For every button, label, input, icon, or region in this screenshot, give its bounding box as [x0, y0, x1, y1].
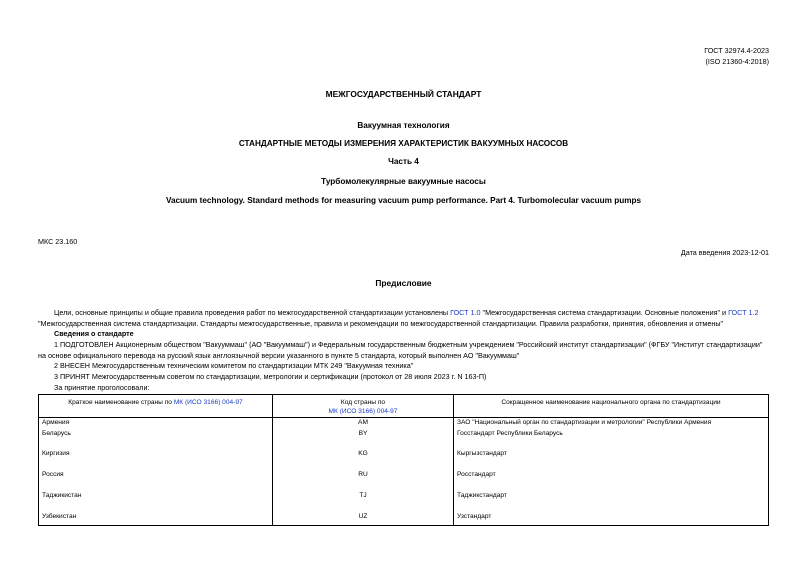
- row-code: BY: [273, 429, 454, 449]
- info-heading: Сведения о стандарте: [54, 329, 134, 338]
- table-row: [39, 491, 769, 512]
- header-code: Код страны по МК (ИСО 3166) 004-97: [273, 395, 454, 418]
- table-row: [39, 429, 769, 449]
- item-1-text: 1 ПОДГОТОВЛЕН Акционерным обществом "Вакууммаш" (АО "Вакууммаш") и Федеральным государственным бюджетным учреждением "Российский институт стандартизации" (ФГБУ "Институт стандартизации" на основе официального перевода на русский язык англоязычной версии указанного в пункте 5 стандарта, который выполнен АО "Вакууммаш": [38, 340, 763, 360]
- p1-text-c: "Межгосударственная система стандартизации. Стандарты межгосударственные, правила и рекомендации по межгосударственной стандартизации. Правила разработки, принятия, обновления и отмены": [38, 318, 724, 328]
- part-title: Часть 4: [388, 157, 419, 166]
- row-country: Армения: [39, 418, 273, 429]
- preface-paragraph-1: [38, 308, 769, 329]
- subtitle: Турбомолекулярные вакуумные насосы: [321, 177, 486, 186]
- preface-item-2: 2 ВНЕСЕН Межгосударственным техническим комитетом по стандартизации МТК 249 "Вакуумная техника": [54, 361, 414, 370]
- topic-title: Вакуумная технология: [357, 121, 450, 130]
- table-header: [39, 395, 769, 418]
- preface-heading: Предисловие: [375, 278, 432, 288]
- main-title: СТАНДАРТНЫЕ МЕТОДЫ ИЗМЕРЕНИЯ ХАРАКТЕРИСТИК ВАКУУМНЫХ НАСОСОВ: [238, 139, 569, 148]
- row-code: RU: [273, 470, 454, 491]
- gost-number: ГОСТ 32974.4-2023: [704, 46, 769, 55]
- header-country: Краткое наименование страны по МК (ИСО 3166) 004-97: [39, 395, 273, 418]
- row-code: TJ: [273, 491, 454, 512]
- voting-table: [38, 394, 769, 526]
- mk-iso-link-1[interactable]: МК (ИСО 3166) 004-97: [173, 399, 243, 406]
- gost-1-2-link[interactable]: ГОСТ 1.2: [728, 308, 759, 317]
- row-body: Кыргызстандарт: [454, 449, 769, 470]
- row-country: Таджикистан: [39, 491, 273, 512]
- row-body: ЗАО "Национальный орган по стандартизации и метрологии" Республики Армения: [454, 418, 769, 429]
- table-row: [39, 449, 769, 470]
- p1-text-b: "Межгосударственная система стандартизации. Основные положения" и: [480, 308, 729, 317]
- row-body: Росстандарт: [454, 470, 769, 491]
- table-row: [39, 418, 769, 429]
- row-country: Беларусь: [39, 429, 273, 449]
- preface-item-1: [38, 340, 769, 361]
- row-country: Киргизия: [39, 449, 273, 470]
- voted-label: За принятие проголосовали:: [54, 383, 150, 392]
- row-code: KG: [273, 449, 454, 470]
- iso-number: (ISO 21360-4:2018): [705, 57, 769, 66]
- row-body: Госстандарт Республики Беларусь: [454, 429, 769, 449]
- table-row: [39, 512, 769, 526]
- mks-code: МКС 23.160: [38, 237, 78, 246]
- row-country: Узбекистан: [39, 512, 273, 526]
- interstate-standard-heading: МЕЖГОСУДАРСТВЕННЫЙ СТАНДАРТ: [325, 89, 482, 99]
- preface-item-3: 3 ПРИНЯТ Межгосударственным советом по стандартизации, метрологии и сертификации (протокол от 28 июля 2023 г. N 163-П): [54, 372, 487, 381]
- mk-iso-link-2[interactable]: МК (ИСО 3166) 004-97: [328, 408, 398, 415]
- intro-date: Дата введения 2023-12-01: [680, 248, 769, 257]
- row-code: UZ: [273, 512, 454, 526]
- table-row: [39, 470, 769, 491]
- row-code: AM: [273, 418, 454, 429]
- gost-1-0-link[interactable]: ГОСТ 1.0: [450, 308, 481, 317]
- row-body: Таджикстандарт: [454, 491, 769, 512]
- header-body: Сокращенное наименование национального органа по стандартизации: [454, 395, 769, 418]
- row-body: Узстандарт: [454, 512, 769, 526]
- row-country: Россия: [39, 470, 273, 491]
- english-title: Vacuum technology. Standard methods for measuring vacuum pump performance. Part 4. Turbomolecular vacuum pumps: [165, 196, 642, 205]
- p1-text-a: Цели, основные принципы и общие правила проведения работ по межгосударственной стандартизации установлены: [54, 308, 451, 317]
